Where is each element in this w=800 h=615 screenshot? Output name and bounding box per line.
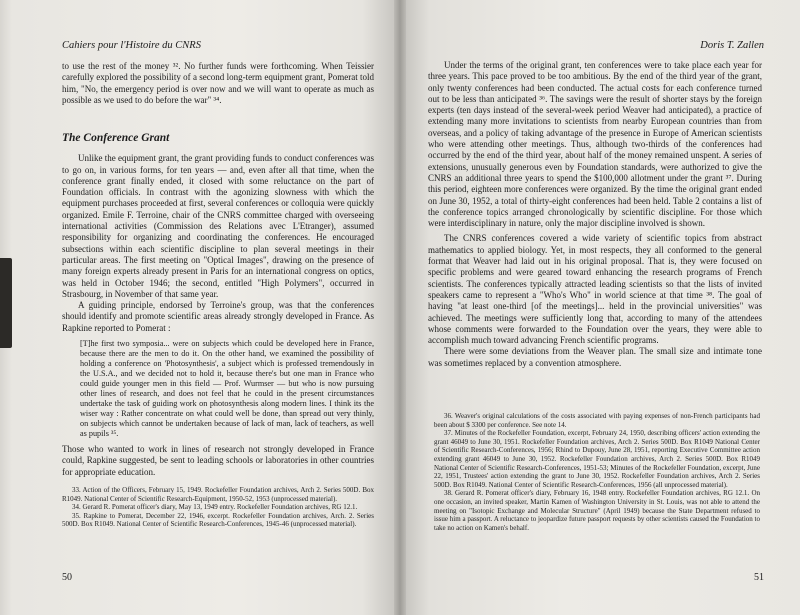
footnote: 35. Rapkine to Pomerat, December 22, 1946, excerpt. Rockefeller Foundation archives, Arch. 2. Series 500D. Box R1049. National Center of Scientific Research-Conferences, 1945-46 (unprocessed material). xyxy=(62,511,374,529)
running-head-right: Doris T. Zallen xyxy=(700,40,764,51)
running-head-left: Cahiers pour l'Histoire du CNRS xyxy=(62,40,201,51)
footnote: 36. Weaver's original calculations of the costs associated with paying expenses of non-French participants had been about $ 3300 per conference. See note 14. xyxy=(434,412,760,429)
paragraph: There were some deviations from the Weaver plan. The small size and intimate tone was sometimes replaced by a convention atmosphere. xyxy=(428,346,762,368)
right-page xyxy=(406,0,800,615)
page-number-right: 51 xyxy=(754,572,764,583)
section-heading: The Conference Grant xyxy=(62,132,170,144)
right-body-main xyxy=(428,60,762,369)
left-body-top xyxy=(62,61,374,106)
book-gutter xyxy=(394,0,406,615)
footnotes-left xyxy=(62,486,374,529)
book-edge-shadow xyxy=(0,258,12,348)
paragraph: Unlike the equipment grant, the grant providing funds to conduct conferences was to go on, in various forms, for ten years — and, even after all that time, when the conference grant finally ended, it closed with some reluctance on the part of Foundation officials. In contrast with the agonizing slowness with which the equipment purchases proceeded at first, several conferences or colloquia were quickly organized. Emile F. Terroine, chair of the CNRS committee charged with overseeing international activities (Commission des Relations avec L'Etranger), assumed responsibility for organizing and coordinating the conferences. He encouraged subsections within each scientific discipline to plan several meetings in their particular areas. The first meeting on "Optical Images", drawing on the presence of many foreign experts already present in Paris for an international congress on optics, was held in October 1946; the second, entitled "High Polymers", occurred in Strasbourg, in November of that same year. xyxy=(62,153,374,299)
footnote: 37. Minutes of the Rockefeller Foundation, excerpt, February 24, 1950, describing officers' action extending the grant 46049 to June 30, 1951. Rockefeller Foundation archives, Arch 2. Series 500D. Box R1049 National Center of Scientific Research-Conferences, 1956; Rhind to Dupouy, June 28, 1951, reporting Executive Committee action extending grant 46049 to June 30, 1952. Rockefeller Foundation archives, Arch 2. Series 500D. Box R1049 National Center of Scientific Research-Conferences, 1951-53; Minutes of the Rockefeller Foundation, excerpt, June 22, 1951, Trustees' action extending the grant to June 30, 1952. Rockefeller Foundation archives, Arch 2. Series 500D. Box R1049. National Center of Scientific Research-Conferences, 1956 (all unprocessed material). xyxy=(434,429,760,489)
footnote: 34. Gerard R. Pomerat officer's diary, May 13, 1949 entry. Rockefeller Foundation archives, RG 12.1. xyxy=(72,503,358,512)
paragraph: Under the terms of the original grant, ten conferences were to take place each year for three years. This pace proved to be too ambitious. By the end of the third year of the grant, only twenty conferences had been conducted. The actual costs for each conference turned out to be less than anticipated ³⁶. The savings were the result of shorter stays by the foreign experts (ten days instead of the several-week period Weaver had anticipated), a practice of extending many more invitations to scientists from nearby European countries than from overseas, and a policy of taking advantage of the presence in Europe of American scientists who were attending other meetings. Thus, although two-thirds of the conferences had occurred by the end of the third year, about half of the money remained unspent. A series of extensions, unusually generous even by Foundation standards, were authorized to give the CNRS an additional three years to spend the $100,000 allotment under the grant ³⁷. During this period, eighteen more conferences were organized. By the time the original grant ended on June 30, 1952, a total of thirty-eight conferences had been held. Table 2 contains a list of the conference topics arranged chronologically by scientific discipline. For those which were interdisciplinary in nature, only the major discipline involved is shown. xyxy=(428,60,762,229)
footnotes-right xyxy=(434,412,760,532)
paragraph: Those who wanted to work in lines of research not strongly developed in France could, Rapkine suggested, be sent to leading schools or laboratories in other countries for appropriate education. xyxy=(62,444,374,477)
block-quote: [T]he first two symposia... were on subjects which could be developed here in France, because there are the men to do it. On the other hand, we examined the possibility of holding a conference on 'Photosynthesis', a subject which is professed tremendously in the U.S.A., and we decided not to hold it, because there's but one man in France who could guide younger men in this field — Prof. Wurmser — but who is now pursuing other lines of research, and does not feel that he could in the present circumstances undertake the task of guiding work on photosynthesis along modern lines. I think its the wiser way : Rather concentrate on what could well be done, than spread out very thinly, on subjects which cannot be undertaken because of lack of man, lack of teachers, as well as pupils ³⁵. xyxy=(80,339,374,439)
paragraph: The CNRS conferences covered a wide variety of scientific topics from abstract mathematics to applied biology. Yet, in most respects, they all conformed to the general format that Weaver had laid out in his original proposal. That is, they were focused on specific problems and were geared toward enhancing the research programs of French scientists. The conferences typically attracted leading scientists so that the lists of invited speakers came to represent a "Who's Who" in world science at that time ³⁸. The goal of having "at least one-third [of the meetings]... held in the provincial universities" was achieved. The meetings were sufficiently long that, according to many of the attendees whose comments were forwarded to the Foundation over the years, they were able to accomplish much toward advancing French scientific programs. xyxy=(428,233,762,346)
paragraph: A guiding principle, endorsed by Terroine's group, was that the conferences should identify and promote scientific areas already strongly developed in France. As Rapkine reported to Pomerat : xyxy=(62,300,374,333)
footnote: 38. Gerard R. Pomerat officer's diary, February 16, 1948 entry. Rockefeller Foundation archives, RG 12.1. On one occasion, an invited speaker, Martin Kamen of Washington University in St. Louis, was not able to attend the meeting on "Isotopic Exchange and Molecular Structure" (April 1949) because the State Department refused to issue him a passport. A reluctance to jeopardize future passport requests by other scientists caused the Foundation to take no action on Kamen's behalf. xyxy=(434,489,760,532)
footnote: 33. Action of the Officers, February 15, 1949. Rockefeller Foundation archives, Arch 2. Series 500D. Box R1049. National Center of Scientific Research-Equipment, 1950-52, 1953 (unprocessed material). xyxy=(62,486,374,503)
page-number-left: 50 xyxy=(62,572,72,583)
left-page xyxy=(0,0,394,615)
left-body-main xyxy=(62,133,374,478)
paragraph: to use the rest of the money ³². No further funds were forthcoming. When Teissier carefully explored the possibility of a second long-term equipment grant, Pomerat told him, "No, the emergency period is over now and we will want to operate as much as possible as we used to do before the war" ³⁴. xyxy=(62,61,374,105)
